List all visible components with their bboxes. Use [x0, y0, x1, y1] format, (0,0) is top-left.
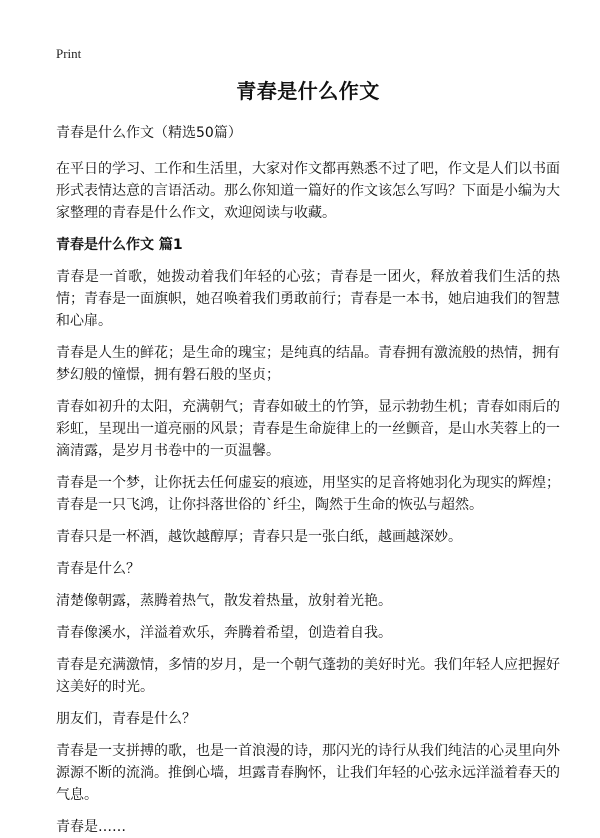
body-paragraph: 青春是充满激情，多情的岁月，是一个朝气蓬勃的美好时光。我们年轻人应把握好这美好的时光。	[56, 657, 560, 695]
body-paragraph: 青春是一个梦，让你抚去任何虚妄的痕迹，用坚实的足音将她羽化为现实的辉煌；青春是一只飞鸿，让你抖落世俗的`纤尘，陶然于生命的恢弘与超然。	[56, 475, 560, 513]
section-heading: 青春是什么作文 篇1	[56, 237, 183, 253]
body-paragraph: 青春像溪水，洋溢着欢乐，奔腾着希望，创造着自我。	[56, 625, 392, 641]
body-paragraph: 青春是什么？	[56, 561, 140, 577]
body-paragraph: 青春是一首歌，她拨动着我们年轻的心弦；青春是一团火，释放着我们生活的热情；青春是一面旗帜，她召唤着我们勇敢前行；青春是一本书，她启迪我们的智慧和心扉。	[56, 269, 560, 329]
page-title: 青春是什么作文	[236, 79, 380, 103]
body-paragraph: 青春是……	[56, 819, 126, 835]
intro-paragraph: 在平日的学习、工作和生活里，大家对作文都再熟悉不过了吧，作文是人们以书面形式表情达意的言语活动。那么你知道一篇好的作文该怎么写吗？下面是小编为大家整理的青春是什么作文，欢迎阅读与收藏。	[56, 161, 560, 221]
body-paragraph: 青春如初升的太阳，充满朝气；青春如破土的竹笋，显示勃勃生机；青春如雨后的彩虹，呈现出一道亮丽的风景；青春是生命旋律上的一丝颤音，是山水芙蓉上的一滴清露，是岁月书卷中的一页温馨。	[56, 399, 560, 459]
print-link[interactable]: Print	[56, 46, 82, 61]
body-paragraph: 青春只是一杯酒，越饮越醇厚；青春只是一张白纸，越画越深妙。	[56, 529, 462, 545]
body-paragraph: 青春是一支拼搏的歌，也是一首浪漫的诗，那闪光的诗行从我们纯洁的心灵里向外源源不断的流淌。推倒心墙，坦露青春胸怀，让我们年轻的心弦永远洋溢着春天的气息。	[56, 743, 560, 803]
body-paragraph: 青春是人生的鲜花；是生命的瑰宝；是纯真的结晶。青春拥有激流般的热情，拥有梦幻般的憧憬，拥有磐石般的坚贞；	[56, 345, 560, 383]
body-paragraph: 清楚像朝露，蒸腾着热气，散发着热量，放射着光艳。	[56, 593, 392, 609]
subtitle: 青春是什么作文（精选50篇）	[56, 125, 242, 141]
body-paragraph: 朋友们，青春是什么？	[56, 711, 196, 727]
